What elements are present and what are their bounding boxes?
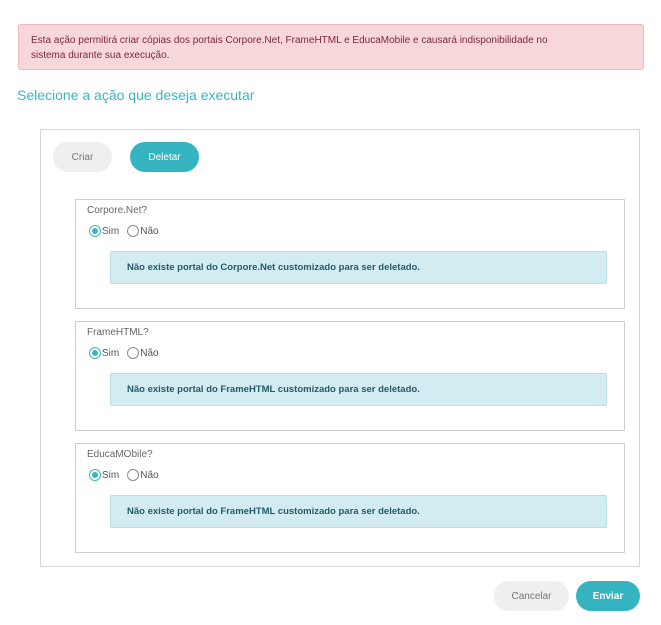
corpore-net-nao-option[interactable] <box>127 225 158 237</box>
educamobile-sim-label: Sim <box>102 469 120 481</box>
corpore-net-sim-label: Sim <box>102 225 120 237</box>
submit-button[interactable]: Enviar <box>576 581 640 611</box>
educamobile-nao-label: Não <box>140 469 159 481</box>
corpore-net-nao-label: Não <box>140 225 159 237</box>
educamobile-question: EducaMObile? <box>87 449 153 460</box>
warning-alert-line-1: Esta ação permitirá criar cópias dos portais Corpore.Net, FrameHTML e EducaMobile e causará indisponibilidade no <box>31 35 548 46</box>
educamobile-group <box>75 443 625 553</box>
educamobile-nao-radio[interactable] <box>127 469 139 481</box>
framehtml-info-message: Não existe portal do FrameHTML customizado para ser deletado. <box>110 373 607 406</box>
framehtml-sim-option[interactable] <box>89 347 119 359</box>
educamobile-sim-radio[interactable] <box>89 469 101 481</box>
cancel-button[interactable]: Cancelar <box>494 581 569 611</box>
educamobile-radio-group <box>89 467 167 483</box>
warning-alert-line-2: sistema durante sua execução. <box>31 50 170 61</box>
warning-alert <box>18 24 644 70</box>
corpore-net-question: Corpore.Net? <box>87 205 148 216</box>
framehtml-nao-option[interactable] <box>127 347 158 359</box>
educamobile-sim-option[interactable] <box>89 469 119 481</box>
corpore-net-sim-option[interactable] <box>89 225 119 237</box>
deletar-button[interactable]: Deletar <box>130 142 199 172</box>
corpore-net-radio-group <box>89 223 167 239</box>
framehtml-radio-group <box>89 345 167 361</box>
corpore-net-group <box>75 199 625 309</box>
action-panel <box>40 129 640 567</box>
educamobile-info-message: Não existe portal do FrameHTML customizado para ser deletado. <box>110 495 607 528</box>
framehtml-nao-radio[interactable] <box>127 347 139 359</box>
criar-button[interactable]: Criar <box>53 142 112 172</box>
corpore-net-info-message: Não existe portal do Corpore.Net customizado para ser deletado. <box>110 251 607 284</box>
framehtml-sim-radio[interactable] <box>89 347 101 359</box>
framehtml-nao-label: Não <box>140 347 159 359</box>
corpore-net-nao-radio[interactable] <box>127 225 139 237</box>
educamobile-nao-option[interactable] <box>127 469 158 481</box>
framehtml-sim-label: Sim <box>102 347 120 359</box>
framehtml-question: FrameHTML? <box>87 327 149 338</box>
corpore-net-sim-radio[interactable] <box>89 225 101 237</box>
framehtml-group <box>75 321 625 431</box>
section-title: Selecione a ação que deseja executar <box>17 87 255 103</box>
